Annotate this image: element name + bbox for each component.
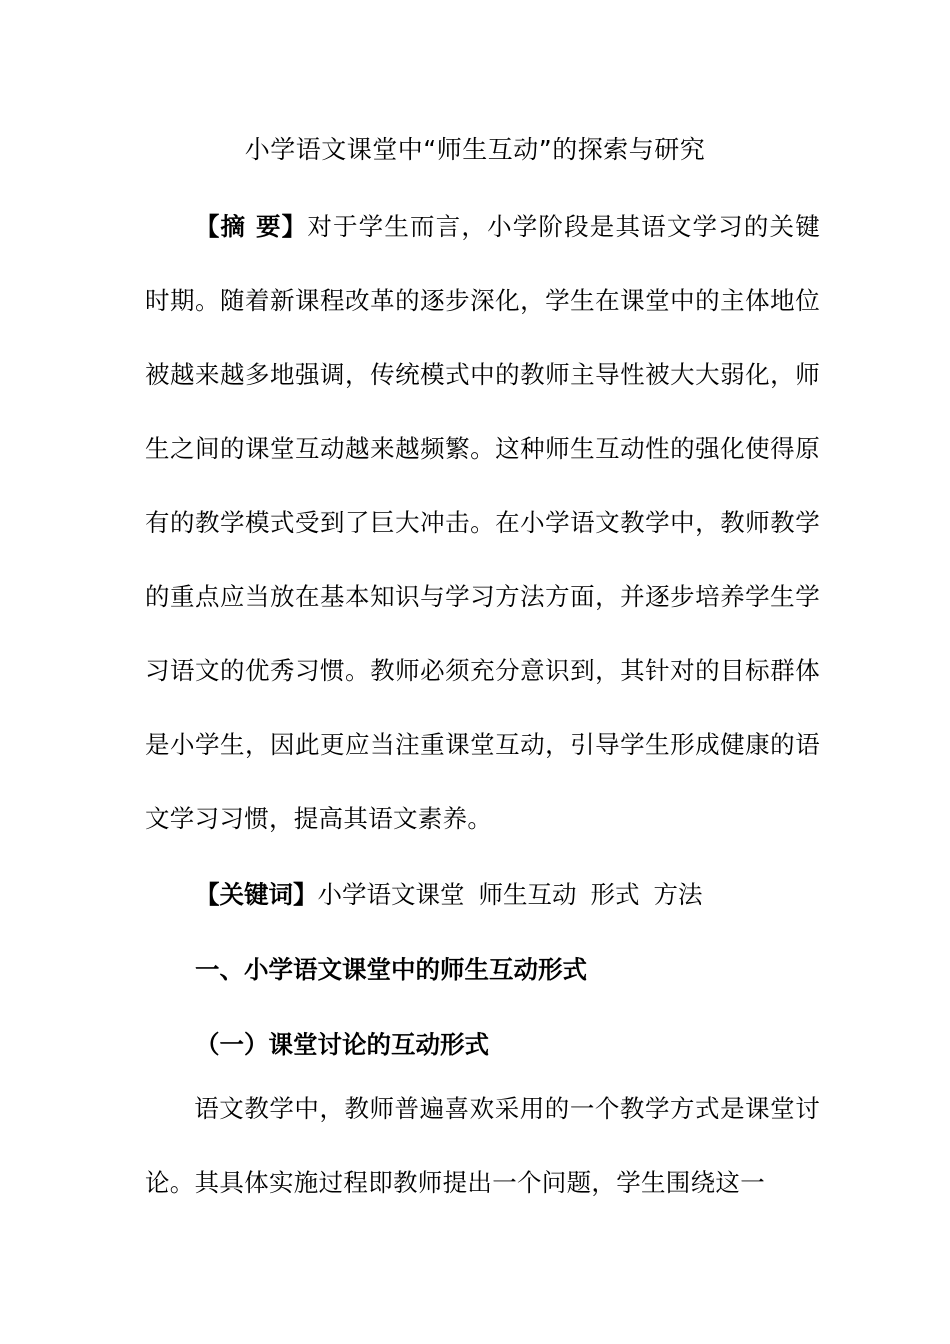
body-text: 语文教学中，教师普遍喜欢采用的一个教学方式是课堂讨论。其具体实施过程即教师提出一个问题，学生围绕这一 — [145, 1094, 820, 1197]
document-title: 小学语文课堂中“师生互动”的探索与研究 — [244, 135, 706, 164]
section-heading: 一、小学语文课堂中的师生互动形式 — [195, 955, 587, 984]
body-paragraph — [145, 1072, 820, 1220]
keywords-label: 【关键词】 — [195, 880, 318, 909]
abstract-text: 对于学生而言，小学阶段是其语文学习的关键时期。随着新课程改革的逐步深化，学生在课堂中的主体地位被越来越多地强调，传统模式中的教师主导性被大大弱化，师生之间的课堂互动越来越频繁。这种师生互动性的强化使得原有的教学模式受到了巨大冲击。在小学语文教学中，教师教学的重点应当放在基本知识与学习方法方面，并逐步培养学生学习语文的优秀习惯。教师必须充分意识到，其针对的目标群体是小学生，因此更应当注重课堂互动，引导学生形成健康的语文学习习惯，提高其语文素养。 — [145, 212, 821, 833]
subsection-heading: （一）课堂讨论的互动形式 — [195, 1030, 489, 1059]
keyword-item: 师生互动 — [478, 880, 577, 909]
keyword-item: 形式 — [590, 880, 640, 909]
keyword-item: 方法 — [653, 880, 703, 909]
keywords-line — [195, 875, 703, 915]
keyword-item: 小学语文课堂 — [317, 880, 465, 909]
abstract-label: 【摘 要】 — [194, 212, 308, 241]
abstract-paragraph — [145, 190, 820, 856]
